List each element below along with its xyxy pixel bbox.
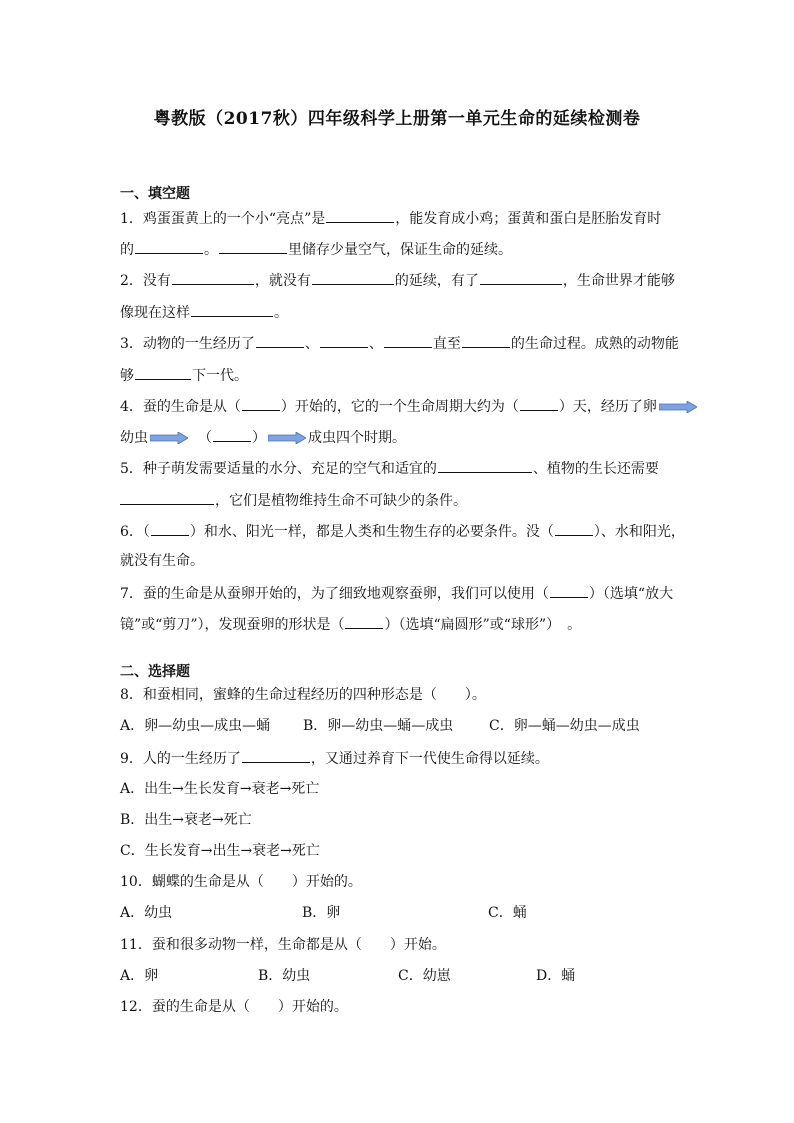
question-7-line-1: 7．蚕的生命是从蚕卵开始的，为了细致地观察蚕卵，我们可以使用（ ）（选填“放大	[120, 583, 673, 603]
page-title: 粤教版（2017秋）四年级科学上册第一单元生命的延续检测卷	[153, 109, 641, 129]
option-b[interactable]: B．幼虫	[258, 968, 311, 984]
option-b[interactable]: B．出生→衰老→死亡	[120, 812, 252, 828]
question-9-stem: 9．人的一生经历了 ，又通过养育下一代使生命得以延续。	[120, 748, 549, 768]
option-c[interactable]: C．生长发育→出生→衰老→死亡	[120, 843, 320, 859]
question-4-line-2: 幼虫 （ ） 成虫四个时期。	[120, 427, 406, 447]
answer-blank[interactable]	[462, 333, 510, 348]
answer-blank[interactable]	[312, 270, 394, 285]
answer-blank[interactable]	[320, 333, 368, 348]
question-11-stem: 11．蚕和很多动物一样，生命都是从（ ）开始。	[120, 937, 446, 953]
option-a[interactable]: A．卵	[120, 968, 159, 984]
answer-blank[interactable]	[256, 333, 304, 348]
answer-blank[interactable]	[438, 458, 532, 473]
question-8-stem: 8．和蚕相同，蜜蜂的生命过程经历的四种形态是（ ）。	[120, 687, 486, 703]
answer-blank[interactable]	[480, 270, 562, 285]
arrow-right-icon	[268, 432, 306, 444]
question-12-stem: 12．蚕的生命是从（ ）开始的。	[120, 999, 348, 1015]
answer-blank[interactable]	[550, 583, 588, 598]
option-a[interactable]: A．幼虫	[120, 905, 173, 921]
answer-blank[interactable]	[213, 427, 251, 442]
question-10-stem: 10．蝴蝶的生命是从（ ）开始的。	[120, 874, 362, 890]
question-3-line-2: 够 下一代。	[120, 365, 248, 385]
option-d[interactable]: D．蛹	[536, 968, 576, 984]
question-6-line-1: 6．（ ）和水、阳光一样，都是人类和生物生存的必要条件。没（ ）、水和阳光，	[120, 521, 685, 541]
answer-blank[interactable]	[520, 396, 558, 411]
answer-blank[interactable]	[345, 614, 383, 629]
question-2-line-1: 2．没有 ，就没有 的延续，有了 ，生命世界才能够	[120, 270, 675, 290]
question-4-line-1: 4．蚕的生命是从（ ）开始的，它的一个生命周期大约为（ ）天，经历了卵	[120, 396, 699, 416]
answer-blank[interactable]	[555, 521, 593, 536]
question-5-line-2: ，它们是植物维持生命不可缺少的条件。	[120, 490, 467, 510]
question-2-line-2: 像现在这样 。	[120, 302, 288, 322]
answer-blank[interactable]	[384, 333, 432, 348]
option-b[interactable]: B．卵—幼虫—蛹—成虫	[303, 718, 454, 734]
answer-blank[interactable]	[191, 302, 273, 317]
answer-blank[interactable]	[242, 396, 280, 411]
answer-blank[interactable]	[172, 270, 254, 285]
question-1-line-2: 的 。 里储存少量空气，保证生命的延续。	[120, 239, 512, 259]
section-fill-in: 一、填空题	[120, 186, 190, 202]
arrow-right-icon	[659, 401, 697, 413]
question-8-options	[120, 717, 640, 735]
question-1-line-1: 1．鸡蛋蛋黄上的一个小“亮点”是 ，能发育成小鸡；蛋黄和蛋白是胚胎发育时	[120, 208, 661, 228]
question-5-line-1: 5．种子萌发需要适量的水分、充足的空气和适宜的 、植物的生长还需要	[120, 458, 659, 478]
question-10-options	[120, 904, 527, 922]
question-3-line-1: 3．动物的一生经历了 、 、 直至 的生命过程。成熟的动物能	[120, 333, 679, 353]
answer-blank[interactable]	[120, 490, 214, 505]
answer-blank[interactable]	[219, 239, 287, 254]
question-6-line-2: 就没有生命。	[120, 553, 204, 569]
question-7-line-2: 镜”或“剪刀”），发现蚕卵的形状是（ ）（选填“扁圆形”或“球形”） 。	[120, 614, 581, 634]
option-b[interactable]: B．卵	[302, 905, 341, 921]
option-c[interactable]: C．卵—蛹—幼虫—成虫	[489, 718, 640, 734]
question-11-options	[120, 967, 575, 985]
answer-blank[interactable]	[135, 365, 191, 380]
answer-blank[interactable]	[242, 748, 310, 763]
answer-blank[interactable]	[151, 521, 189, 536]
answer-blank[interactable]	[326, 208, 394, 223]
option-a[interactable]: A．卵—幼虫—成虫—蛹	[120, 718, 271, 734]
option-a[interactable]: A．出生→生长发育→衰老→死亡	[120, 781, 320, 797]
answer-blank[interactable]	[135, 239, 203, 254]
arrow-right-icon	[150, 432, 188, 444]
option-c[interactable]: C．幼崽	[398, 968, 451, 984]
option-c[interactable]: C．蛹	[488, 905, 527, 921]
section-multiple-choice: 二、选择题	[120, 664, 190, 680]
